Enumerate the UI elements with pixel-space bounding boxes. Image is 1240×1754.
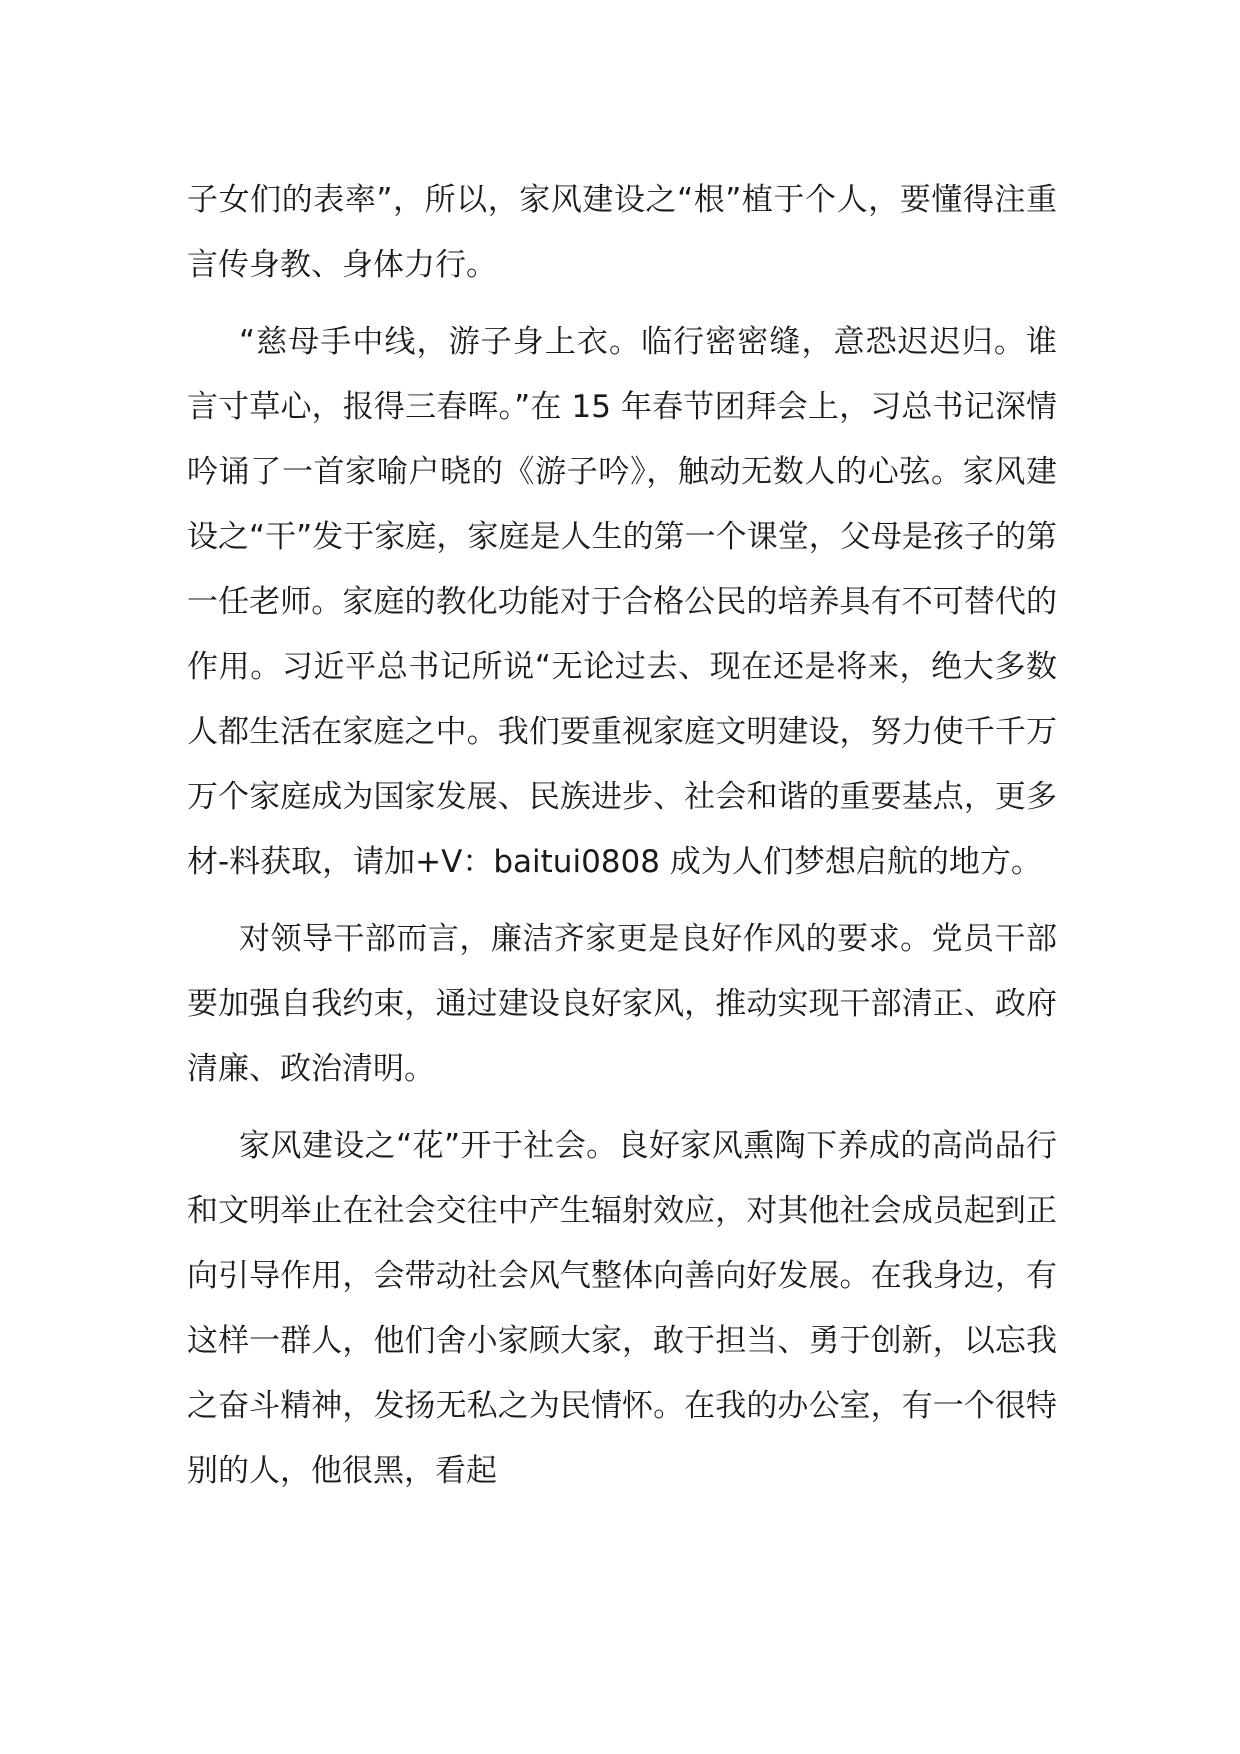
paragraph-society: 家风建设之“花”开于社会。良好家风熏陶下养成的高尚品行和文明举止在社会交往中产生辐射效应，对其他社会成员起到正向引导作用，会带动社会风气整体向善向好发展。在我身边，有这样一群人，他们舍小家顾大家，敢于担当、勇于创新，以忘我之奋斗精神，发扬无私之为民情怀。在我的办公室，有一个很特别的人，他很黑，看起 xyxy=(187,1128,1057,1489)
document-body xyxy=(187,168,1057,1516)
paragraph-continuation: 子女们的表率”，所以，家风建设之“根”植于个人，要懂得注重言传身教、身体力行。 xyxy=(187,182,1057,283)
paragraph-youziyin: “慈母手中线，游子身上衣。临行密密缝，意恐迟迟归。谁言寸草心，报得三春晖。”在 15 年春节团拜会上，习总书记深情吟诵了一首家喻户晓的《游子吟》，触动无数人的心弦。家风建设之“干”发于家庭，家庭是人生的第一个课堂，父母是孩子的第一任老师。家庭的教化功能对于合格公民的培养具有不可替代的作用。习近平总书记所说“无论过去、现在还是将来，绝大多数人都生活在家庭之中。我们要重视家庭文明建设，努力使千千万万个家庭成为国家发展、民族进步、社会和谐的重要基点，更多材-料获取，请加+V：baitui0808 成为人们梦想启航的地方。 xyxy=(187,324,1057,880)
paragraph-leading-cadres: 对领导干部而言，廉洁齐家更是良好作风的要求。党员干部要加强自我约束，通过建设良好家风，推动实现干部清正、政府清廉、政治清明。 xyxy=(187,921,1057,1087)
